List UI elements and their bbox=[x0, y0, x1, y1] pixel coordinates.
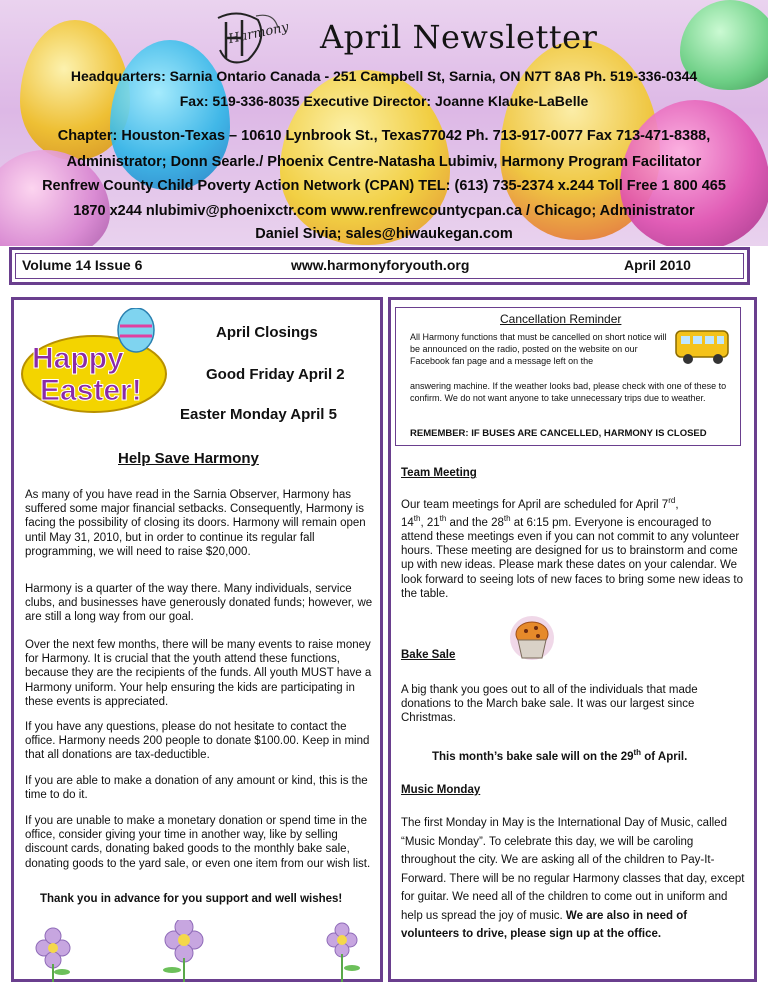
music-monday-paragraph: The first Monday in May is the International Day of Music, called “Music Monday”. To celebrate this day, we will be caroling throughout the city. We are asking all of the children to Pay-It-Forward. There will be no regular Harmony classes that day, except for guitar. We need all of the children to come out in uniform and help us spread the joy of music. We are also in need of volunteers to drive, please sign up at the office. bbox=[401, 817, 745, 940]
cancellation-text: All Harmony functions that must be cancelled on short notice will be announced on the radio, posted on the website on our Facebook fan page and a message left on the bbox=[410, 332, 667, 366]
closing-good-friday: Good Friday April 2 bbox=[206, 366, 345, 383]
issue-date: April 2010 bbox=[624, 257, 691, 273]
team-meeting-title: Team Meeting bbox=[401, 467, 477, 479]
logo-text: Harmony bbox=[227, 19, 291, 48]
music-monday-title: Music Monday bbox=[401, 784, 481, 796]
april-closings-title: April Closings bbox=[216, 324, 318, 341]
bake-sale-title: Bake Sale bbox=[401, 649, 456, 661]
hq-line-2: Fax: 519-336-8035 Executive Director: Joanne Klauke-LaBelle bbox=[179, 93, 589, 109]
help-paragraph-4: If you have any questions, please do not hesitate to contact the office. Harmony needs 200 people to donate $100.00. Keep in mind that all donations are tax-deductible. bbox=[25, 721, 370, 762]
team-meeting-paragraph: Our team meetings for April are scheduled for April 7rd, 14th, 21th and the 28th at 6:15 pm. Everyone is encouraged to attend these meetings even if you can not commit to any volunteer hours. These meeting are designed for us to brainstorm and come up with new ideas. Please mark these dates on your calendar. We look forward to seeing lots of new faces to bring some new ideas to the table. bbox=[401, 496, 743, 600]
cancellation-text-continued: answering machine. If the weather looks bad, please check with one of these to confirm. We do not want anyone to take unnecessary trips due to weather. bbox=[410, 381, 727, 403]
school-bus-icon bbox=[672, 325, 734, 367]
newsletter-header bbox=[0, 0, 768, 246]
help-paragraph-5: If you are able to make a donation of any amount or kind, this is the time to do it. bbox=[25, 775, 368, 802]
help-paragraph-6: If you are unable to make a monetary donation or spend time in the office, consider giving your time in another way, like by selling discount cards, donating baked goods to the monthly bake sale, donating goods to the yard sale, or even one item from our wish list. bbox=[25, 815, 371, 870]
website-link[interactable]: www.harmonyforyouth.org bbox=[291, 257, 470, 273]
bake-sale-date: This month’s bake sale will on the 29th of April. bbox=[432, 748, 688, 763]
newsletter-title: April Newsletter bbox=[320, 18, 598, 56]
bake-sale-paragraph: A big thank you goes out to all of the individuals that made donations to the March bake sale. It was our largest since Christmas. bbox=[401, 684, 698, 725]
chapter-line-3: Renfrew County Child Poverty Action Network (CPAN) TEL: (613) 735-2374 x.244 Toll Free 1 800 465 bbox=[42, 178, 726, 194]
cancellation-title: Cancellation Reminder bbox=[500, 312, 622, 326]
muffin-icon bbox=[508, 614, 556, 666]
buses-cancelled-note: REMEMBER: IF BUSES ARE CANCELLED, HARMONY IS CLOSED bbox=[410, 428, 707, 439]
thank-you-line: Thank you in advance for you support and well wishes! bbox=[40, 893, 343, 905]
harmony-logo-icon bbox=[208, 10, 286, 70]
flowers-decoration-icon bbox=[22, 920, 372, 982]
chapter-line-1: Chapter: Houston-Texas – 10610 Lynbrook St., Texas77042 Ph. 713-917-0077 Fax 713-471-8388, bbox=[57, 128, 711, 144]
volunteer-drivers-note: We are also in need of volunteers to drive, please sign up at the office. bbox=[401, 909, 688, 940]
help-paragraph-3: Over the next few months, there will be many events to raise money for Harmony. It is crucial that the youth attend these functions, because they are the recipients of the funds. All youth MUST have a Harmony uniform. Your help ensuring the kids are participating in these events is appreciated. bbox=[25, 639, 372, 708]
chapter-line-5: Daniel Sivia; sales@hiwaukegan.com bbox=[255, 226, 513, 242]
easter-word-happy: Happy bbox=[32, 342, 124, 375]
chapter-line-2: Administrator; Donn Searle./ Phoenix Centre-Natasha Lubimiv, Harmony Program Facilitator bbox=[66, 154, 702, 170]
help-paragraph-2: Harmony is a quarter of the way there. Many individuals, service clubs, and businesses have generously donated funds; however, we are still a long way from our goal. bbox=[25, 583, 373, 624]
help-paragraph-1: As many of you have read in the Sarnia Observer, Harmony has suffered some major financial setbacks. Consequently, Harmony is facing the possibility of closing its doors. Harmony will remain open until May 31, 2010, but in order to continue its regular fall programming, we will need to raise $20,000. bbox=[25, 489, 366, 558]
closing-easter-monday: Easter Monday April 5 bbox=[180, 406, 337, 423]
easter-word-easter: Easter! bbox=[40, 374, 142, 407]
happy-easter-graphic bbox=[18, 308, 170, 416]
help-save-harmony-title: Help Save Harmony bbox=[118, 450, 259, 467]
chapter-line-4: 1870 x244 nlubimiv@phoenixctr.com www.renfrewcountycpan.ca / Chicago; Administrator bbox=[73, 203, 695, 219]
volume-issue: Volume 14 Issue 6 bbox=[22, 257, 143, 273]
hq-line-1: Headquarters: Sarnia Ontario Canada - 251 Campbell St, Sarnia, ON N7T 8A8 Ph. 519-336-0344 bbox=[70, 68, 698, 84]
